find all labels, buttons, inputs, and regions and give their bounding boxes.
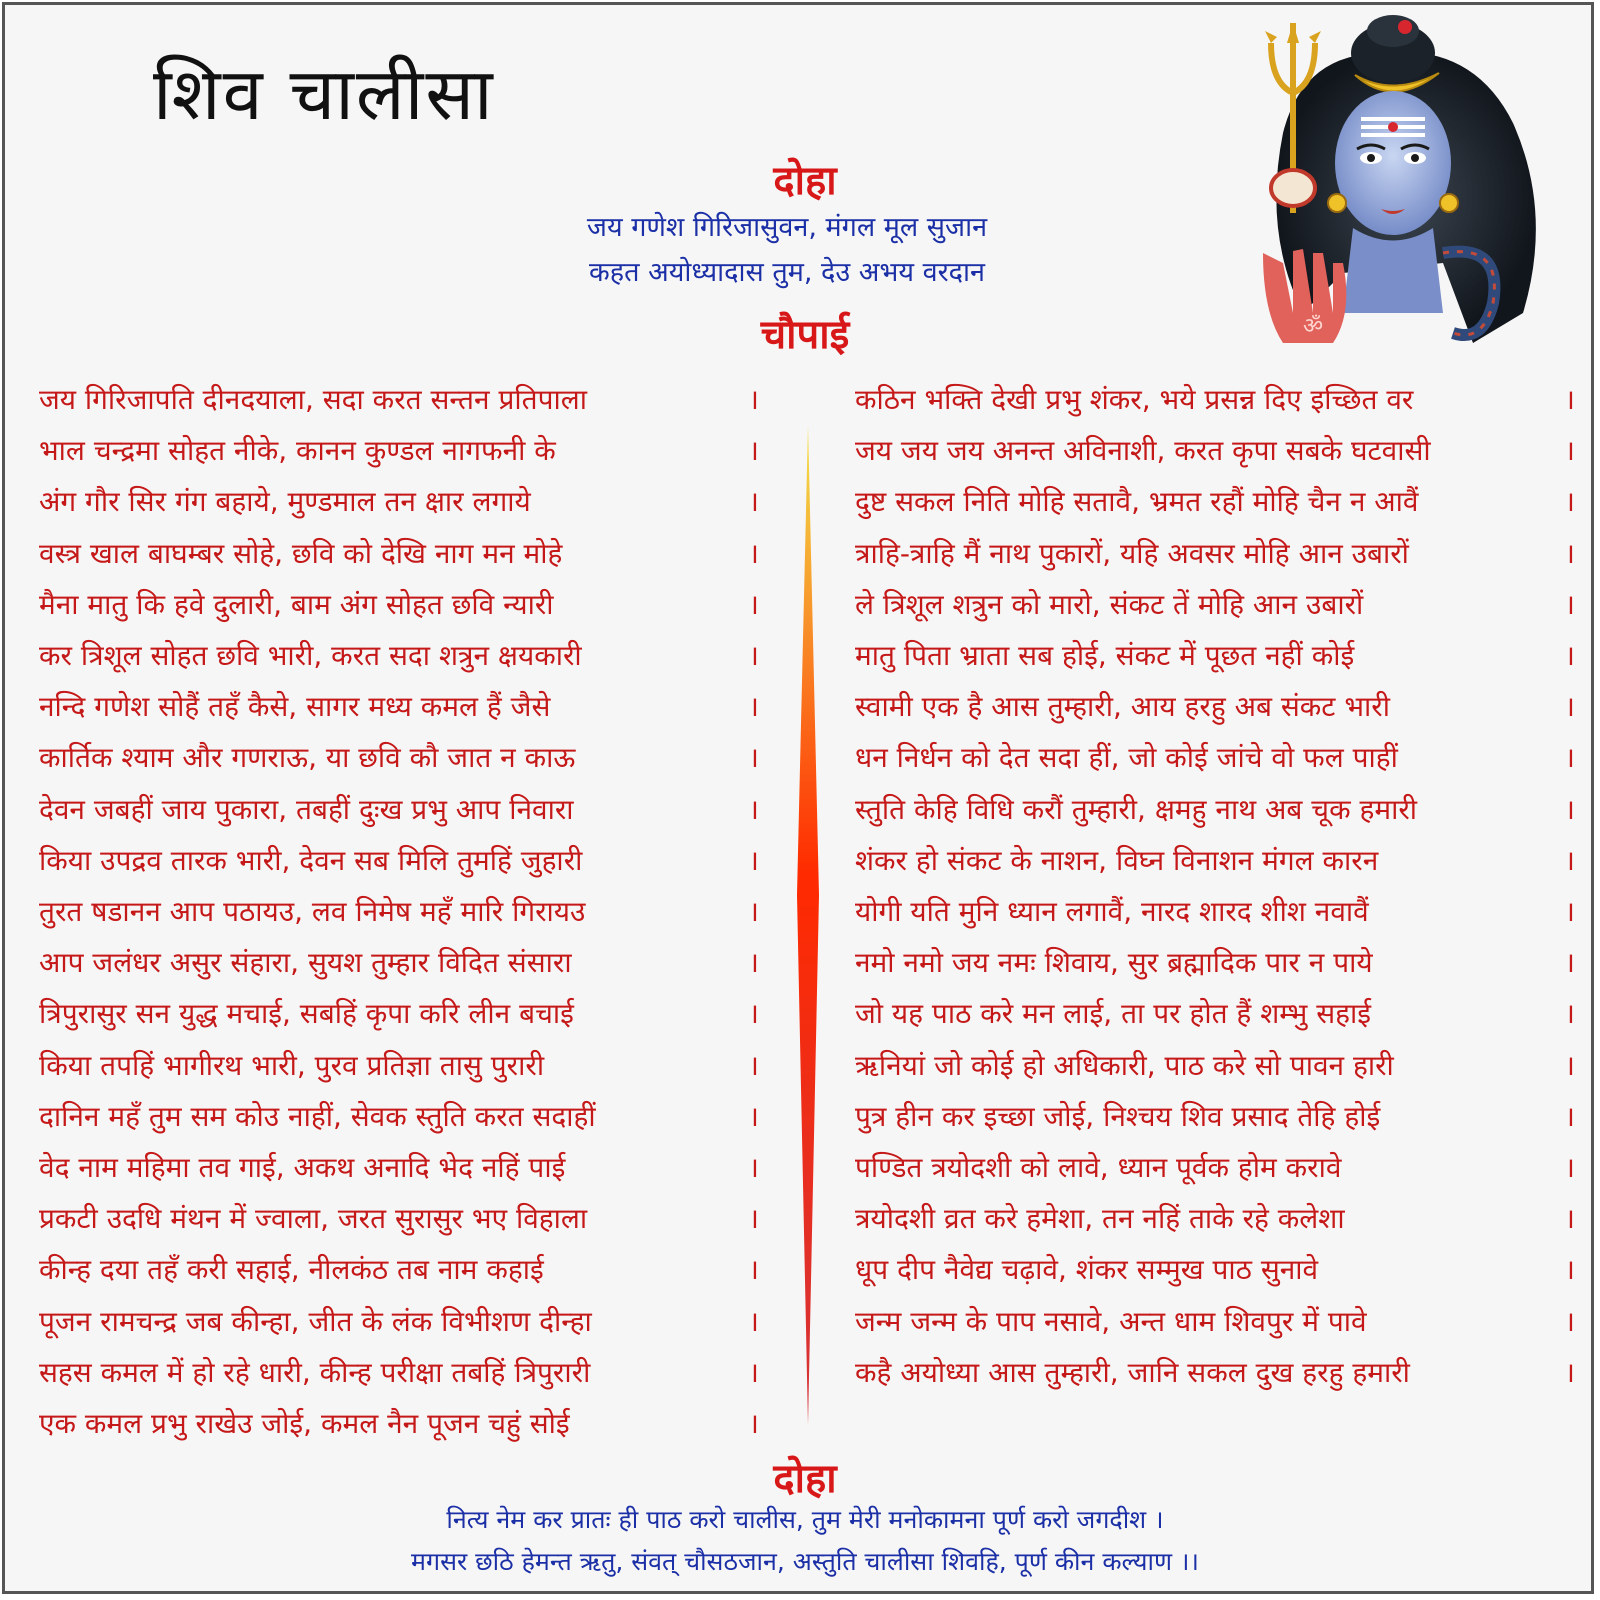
- danda-mark: ।: [1564, 792, 1575, 826]
- verse-line: [39, 1193, 759, 1244]
- verse-line: [855, 476, 1575, 527]
- page-title: शिव चालीसा: [153, 52, 495, 136]
- verse-line: [855, 528, 1575, 579]
- danda-mark: ।: [1564, 843, 1575, 877]
- danda-mark: ।: [748, 690, 759, 724]
- verse-text: देवन जबहीं जाय पुकारा, तबहीं दुःख प्रभु आप निवारा: [39, 792, 574, 826]
- doha-heading-bottom: दोहा: [773, 1456, 837, 1502]
- verse-text: प्रकटी उदधि मंथन में ज्वाला, जरत सुरासुर भए विहाला: [39, 1202, 588, 1236]
- verse-text: दानिन महँ तुम सम कोउ नाहीं, सेवक स्तुति करत सदाहीं: [39, 1099, 596, 1133]
- danda-mark: ।: [748, 383, 759, 416]
- danda-mark: ।: [748, 1202, 759, 1236]
- verse-text: पण्डित त्रयोदशी को लावे, ध्यान पूर्वक होम करावे: [855, 1151, 1342, 1185]
- doha-line: मगसर छठि हेमन्त ऋतु, संवत् चौसठजान, अस्तुति चालीसा शिवहि, पूर्ण कीन कल्याण ।।: [411, 1547, 1199, 1576]
- verse-text: पुत्र हीन कर इच्छा जोई, निश्चय शिव प्रसाद तेहि होई: [855, 1099, 1381, 1133]
- verse-line: [39, 1091, 759, 1142]
- verse-text: धन निर्धन को देत सदा हीं, जो कोई जांचे वो फल पाहीं: [855, 741, 1398, 775]
- danda-mark: ।: [1564, 895, 1575, 929]
- verse-text: धूप दीप नैवेद्य चढ़ावे, शंकर सम्मुख पाठ सुनावे: [855, 1253, 1319, 1287]
- verse-text: जन्म जन्म के पाप नसावे, अन्त धाम शिवपुर में पावे: [855, 1304, 1367, 1338]
- om-icon: ॐ: [1303, 314, 1324, 339]
- verse-line: [39, 374, 759, 425]
- danda-mark: ।: [748, 434, 759, 468]
- verse-text: आप जलंधर असुर संहारा, सुयश तुम्हार विदित संसारा: [39, 946, 572, 980]
- verse-line: [855, 374, 1575, 425]
- danda-mark: ।: [748, 1151, 759, 1185]
- verse-text: अंग गौर सिर गंग बहाये, मुण्डमाल तन क्षार लगाये: [39, 485, 531, 519]
- verse-text: कीन्ह दया तहँ करी सहाई, नीलकंठ तब नाम कहाई: [39, 1253, 544, 1287]
- danda-mark: ।: [1564, 383, 1575, 416]
- verse-text: वेद नाम महिमा तव गाई, अकथ अनादि भेद नहिं पाई: [39, 1151, 566, 1185]
- danda-mark: ।: [1564, 946, 1575, 980]
- verse-line: [855, 681, 1575, 732]
- danda-mark: ।: [748, 485, 759, 519]
- verse-line: [39, 886, 759, 937]
- verse-text: ले त्रिशूल शत्रुन को मारो, संकट तें मोहि आन उबारों: [855, 587, 1364, 621]
- verse-line: [39, 476, 759, 527]
- verse-text: जय गिरिजापति दीनदयाला, सदा करत सन्तन प्रतिपाला: [39, 383, 587, 416]
- chaupai-right-column: [855, 374, 1575, 1398]
- verse-text: ऋनियां जो कोई हो अधिकारी, पाठ करे सो पावन हारी: [855, 1048, 1394, 1082]
- danda-mark: ।: [1564, 690, 1575, 724]
- center-divider: [797, 425, 819, 1425]
- verse-line: [39, 425, 759, 476]
- verse-text: योगी यति मुनि ध्यान लगावैं, नारद शारद शीश नवावैं: [855, 895, 1369, 929]
- doha-heading-top: दोहा: [773, 158, 837, 204]
- verse-line: [39, 1296, 759, 1347]
- danda-mark: ।: [1564, 639, 1575, 673]
- verse-line: [39, 1244, 759, 1295]
- verse-line: [39, 579, 759, 630]
- chaupai-heading: चौपाई: [760, 312, 850, 358]
- verse-line: [39, 1347, 759, 1398]
- verse-text: दुष्ट सकल निति मोहि सतावै, भ्रमत रहौं मोहि चैन न आवैं: [855, 485, 1419, 519]
- danda-mark: ।: [748, 741, 759, 775]
- verse-text: जय जय जय अनन्त अविनाशी, करत कृपा सबके घटवासी: [855, 434, 1431, 468]
- danda-mark: ।: [1564, 587, 1575, 621]
- verse-text: स्वामी एक है आस तुम्हारी, आय हरहु अब संकट भारी: [855, 690, 1390, 724]
- verse-line: [855, 937, 1575, 988]
- doha-verse-bottom: [5, 1499, 1600, 1583]
- doha-line: कहत अयोध्यादास तुम, देउ अभय वरदान: [589, 257, 985, 288]
- verse-line: [39, 988, 759, 1039]
- verse-text: वस्त्र खाल बाघम्बर सोहे, छवि को देखि नाग मन मोहे: [39, 536, 563, 570]
- verse-text: नमो नमो जय नमः शिवाय, सुर ब्रह्मादिक पार न पाये: [855, 946, 1373, 980]
- doha-line: जय गणेश गिरिजासुवन, मंगल मूल सुजान: [586, 212, 988, 243]
- verse-line: [855, 988, 1575, 1039]
- verse-text: भाल चन्द्रमा सोहत नीके, कानन कुण्डल नागफनी के: [39, 434, 556, 468]
- danda-mark: ।: [748, 1407, 759, 1441]
- verse-text: नन्दि गणेश सोहैं तहँ कैसे, सागर मध्य कमल हैं जैसे: [39, 690, 551, 724]
- danda-mark: ।: [1564, 1304, 1575, 1338]
- verse-line: [39, 732, 759, 783]
- danda-mark: ।: [1564, 1202, 1575, 1236]
- verse-line: [855, 1040, 1575, 1091]
- doha-verse-top: [5, 205, 1600, 295]
- doha-line: नित्य नेम कर प्रातः ही पाठ करो चालीस, तुम मेरी मनोकामना पूर्ण करो जगदीश ।: [446, 1505, 1164, 1534]
- verse-text: त्रयोदशी व्रत करे हमेशा, तन नहिं ताके रहे कलेशा: [855, 1202, 1345, 1236]
- verse-text: कार्तिक श्याम और गणराऊ, या छवि कौ जात न काऊ: [39, 741, 576, 775]
- verse-text: तुरत षडानन आप पठायउ, लव निमेष महँ मारि गिरायउ: [39, 895, 586, 929]
- page-frame: [2, 2, 1594, 1594]
- verse-line: [855, 1142, 1575, 1193]
- verse-text: पूजन रामचन्द्र जब कीन्हा, जीत के लंक विभीशण दीन्हा: [39, 1304, 592, 1338]
- danda-mark: ।: [748, 1253, 759, 1287]
- verse-line: [855, 1244, 1575, 1295]
- verse-line: [39, 1040, 759, 1091]
- verse-line: [39, 937, 759, 988]
- verse-text: मैना मातु कि हवे दुलारी, बाम अंग सोहत छवि न्यारी: [39, 587, 554, 621]
- danda-mark: ।: [748, 1304, 759, 1338]
- verse-line: [39, 1398, 759, 1449]
- verse-text: किया उपद्रव तारक भारी, देवन सब मिलि तुमहिं जुहारी: [39, 843, 583, 877]
- danda-mark: ।: [1564, 536, 1575, 570]
- danda-mark: ।: [748, 639, 759, 673]
- verse-text: किया तपहिं भागीरथ भारी, पुरव प्रतिज्ञा तासु पुरारी: [39, 1048, 545, 1082]
- danda-mark: ।: [1564, 1253, 1575, 1287]
- danda-mark: ।: [748, 895, 759, 929]
- verse-text: कठिन भक्ति देखी प्रभु शंकर, भये प्रसन्न दिए इच्छित वर: [855, 383, 1414, 416]
- verse-line: [39, 835, 759, 886]
- danda-mark: ।: [1564, 1099, 1575, 1133]
- verse-text: एक कमल प्रभु राखेउ जोई, कमल नैन पूजन चहुं सोई: [39, 1407, 570, 1441]
- verse-line: [855, 630, 1575, 681]
- verse-line: [855, 1296, 1575, 1347]
- danda-mark: ।: [748, 997, 759, 1031]
- verse-text: मातु पिता भ्राता सब होई, संकट में पूछत नहीं कोई: [855, 639, 1355, 673]
- danda-mark: ।: [748, 1099, 759, 1133]
- verse-text: कहै अयोध्या आस तुम्हारी, जानि सकल दुख हरहु हमारी: [855, 1355, 1410, 1389]
- danda-mark: ।: [748, 1048, 759, 1082]
- danda-mark: ।: [748, 1355, 759, 1389]
- verse-text: त्रिपुरासुर सन युद्ध मचाई, सबहिं कृपा करि लीन बचाई: [39, 997, 574, 1031]
- verse-line: [855, 732, 1575, 783]
- verse-line: [855, 1347, 1575, 1398]
- verse-line: [39, 681, 759, 732]
- verse-line: [39, 528, 759, 579]
- verse-text: स्तुति केहि विधि करौं तुम्हारी, क्षमहु नाथ अब चूक हमारी: [855, 792, 1418, 826]
- verse-text: सहस कमल में हो रहे धारी, कीन्ह परीक्षा तबहिं त्रिपुरारी: [39, 1355, 591, 1389]
- danda-mark: ।: [1564, 1151, 1575, 1185]
- chaupai-left-column: [39, 374, 759, 1449]
- verse-line: [39, 630, 759, 681]
- danda-mark: ।: [748, 946, 759, 980]
- verse-line: [39, 1142, 759, 1193]
- verse-line: [855, 1193, 1575, 1244]
- verse-text: त्राहि-त्राहि मैं नाथ पुकारों, यहि अवसर मोहि आन उबारों: [855, 536, 1409, 570]
- danda-mark: ।: [1564, 997, 1575, 1031]
- verse-line: [855, 1091, 1575, 1142]
- danda-mark: ।: [748, 536, 759, 570]
- danda-mark: ।: [1564, 741, 1575, 775]
- verse-line: [855, 835, 1575, 886]
- danda-mark: ।: [1564, 1355, 1575, 1389]
- verse-line: [39, 784, 759, 835]
- verse-line: [855, 425, 1575, 476]
- danda-mark: ।: [748, 587, 759, 621]
- verse-line: [855, 886, 1575, 937]
- danda-mark: ।: [748, 792, 759, 826]
- danda-mark: ।: [1564, 1048, 1575, 1082]
- danda-mark: ।: [1564, 434, 1575, 468]
- danda-mark: ।: [1564, 485, 1575, 519]
- verse-line: [855, 784, 1575, 835]
- danda-mark: ।: [748, 843, 759, 877]
- verse-text: शंकर हो संकट के नाशन, विघ्न विनाशन मंगल कारन: [855, 843, 1379, 877]
- verse-line: [855, 579, 1575, 630]
- verse-text: जो यह पाठ करे मन लाई, ता पर होत हैं शम्भु सहाई: [855, 997, 1372, 1031]
- verse-text: कर त्रिशूल सोहत छवि भारी, करत सदा शत्रुन क्षयकारी: [39, 639, 582, 673]
